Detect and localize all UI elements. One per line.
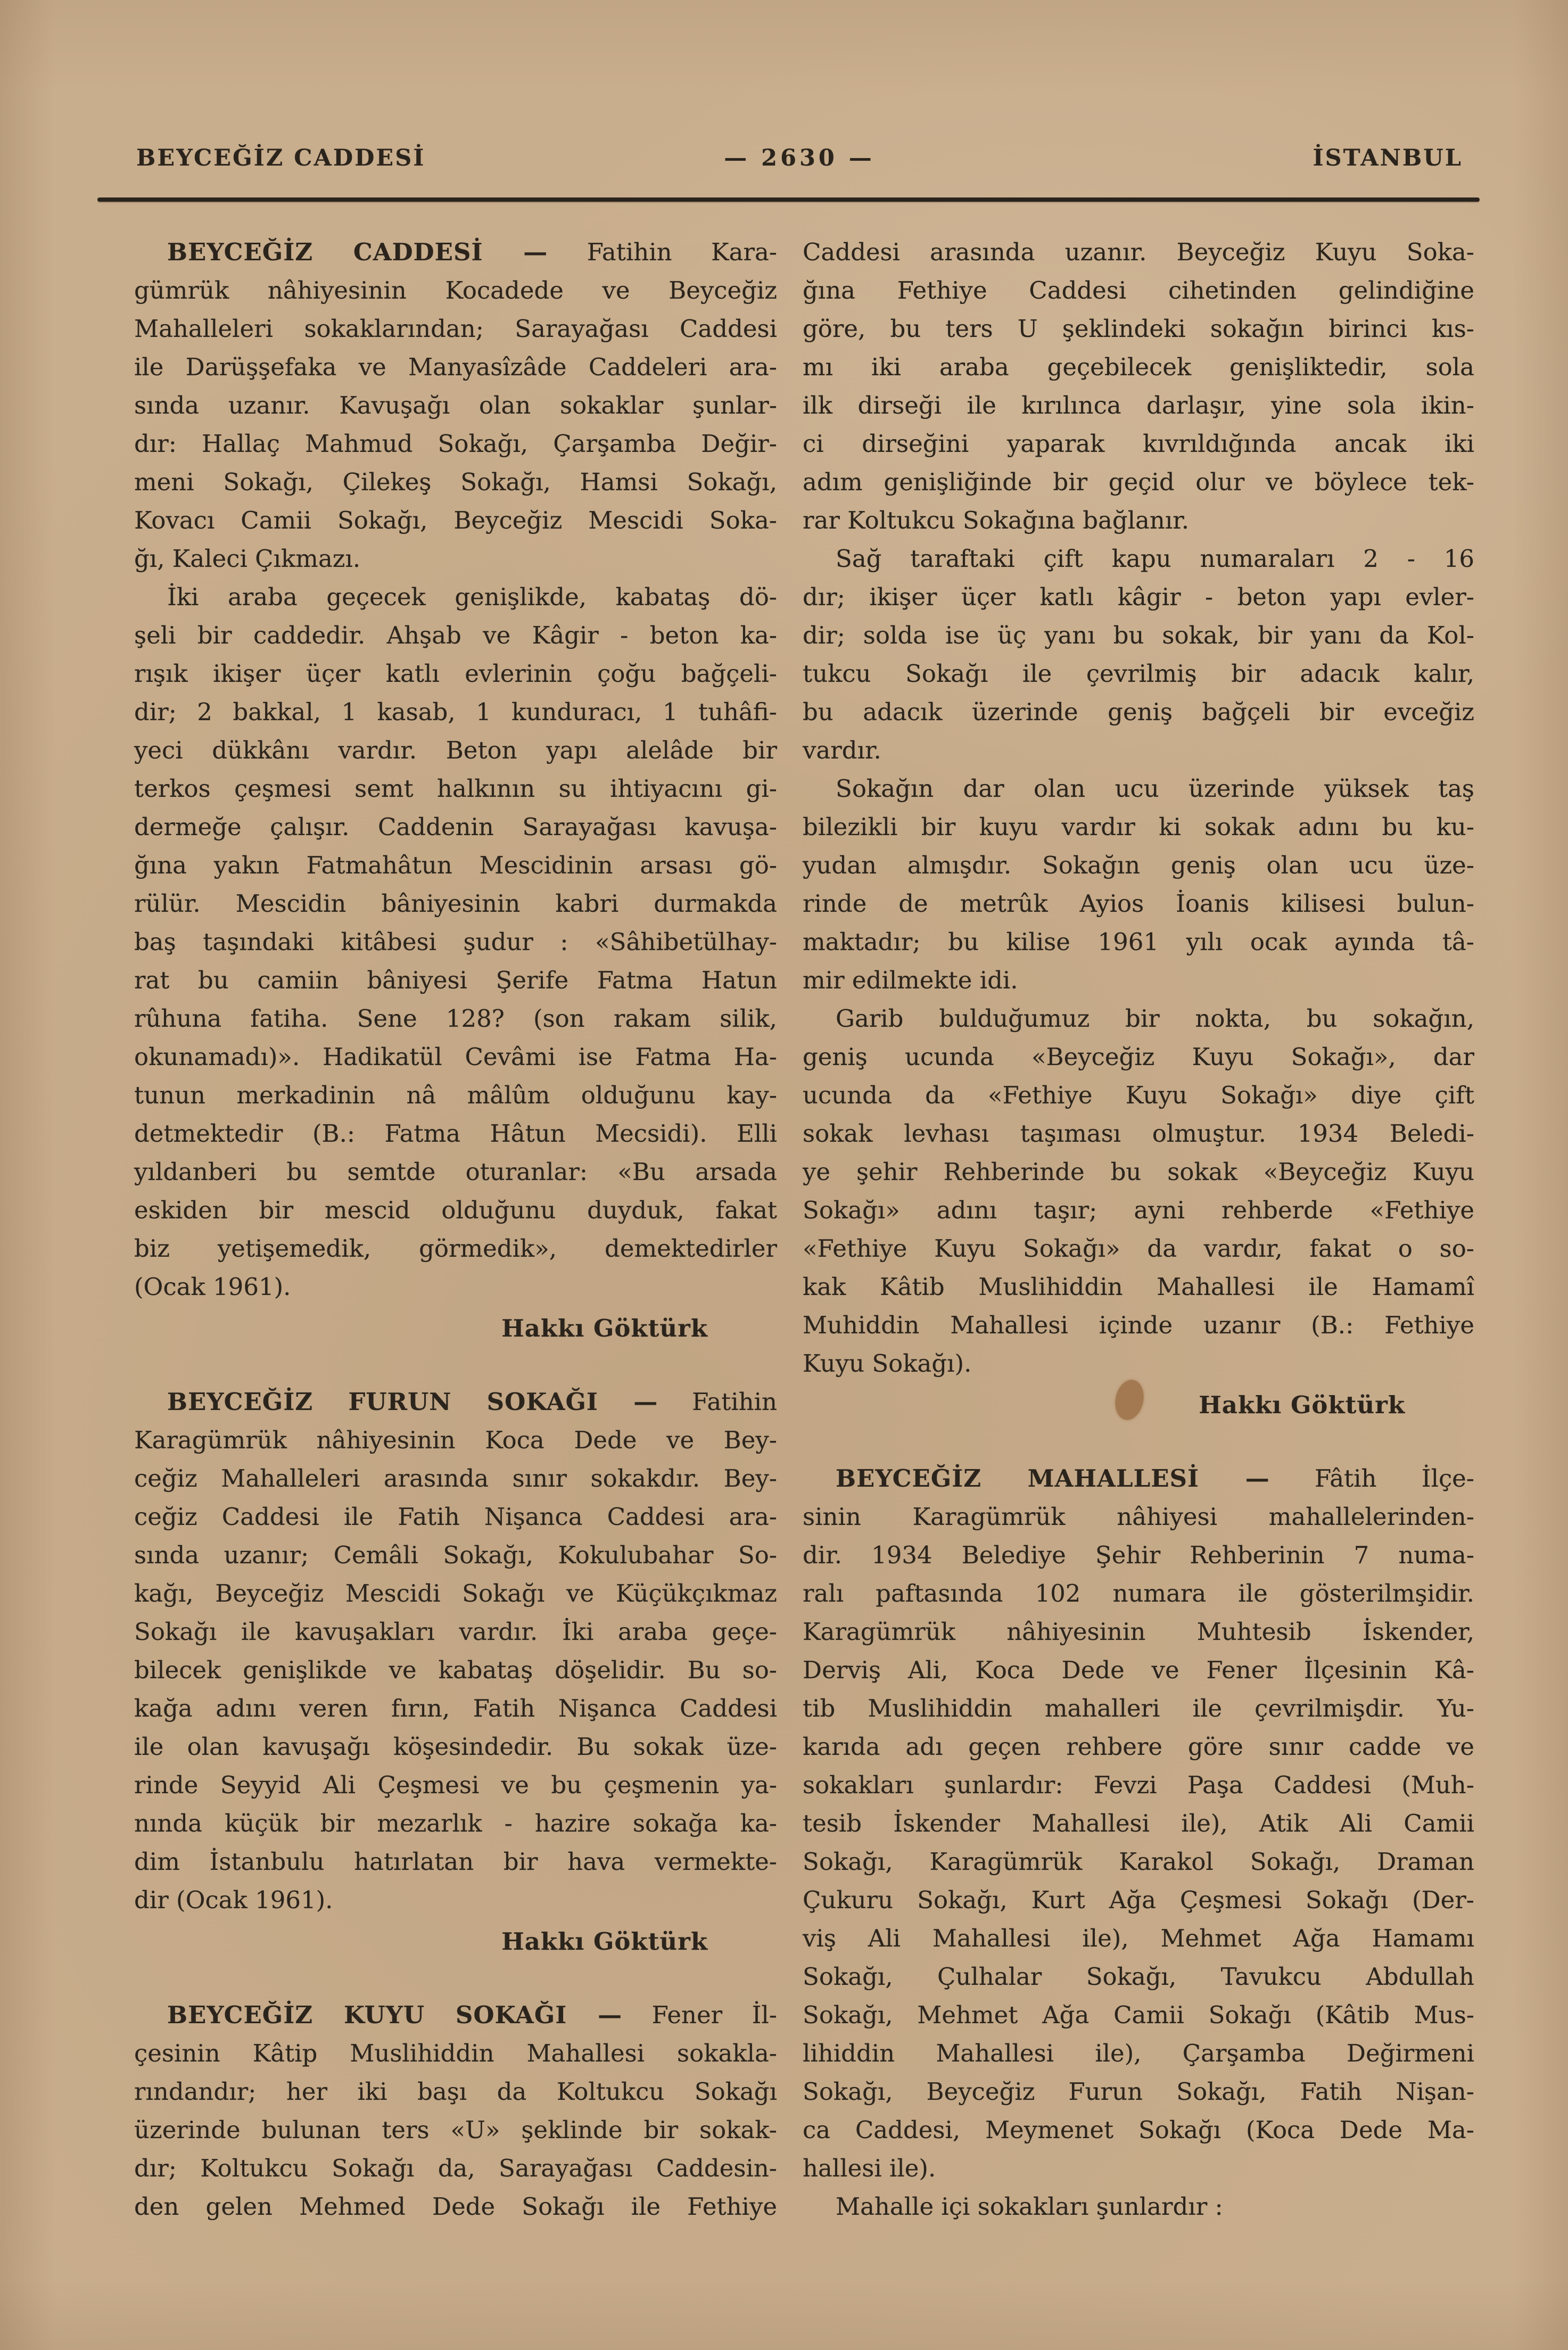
text-line: kağı, Beyceğiz Mescidi Sokağı ve Küçükçıkmaz <box>134 1579 777 1607</box>
text-line: BEYCEĞİZ KUYU SOKAĞI — Fener İl- <box>167 2001 778 2029</box>
text-line: Sokağın dar olan ucu üzerinde yüksek taş <box>836 774 1474 803</box>
text-line: nında küçük bir mezarlık - hazire sokağa ka- <box>134 1809 777 1837</box>
encyclopedia-entry <box>134 1996 777 2226</box>
text-line: ceğiz Caddesi ile Fatih Nişanca Caddesi ara- <box>134 1503 777 1531</box>
text-line: Mahalleleri sokaklarından; Sarayağası Caddesi <box>134 315 777 343</box>
text-line: Kuyu Sokağı). <box>803 1349 972 1378</box>
paragraph <box>803 540 1474 770</box>
text-line: bu adacık üzerinde geniş bağçeli bir evceğiz <box>803 698 1474 726</box>
text-line: okunamadı)». Hadikatül Cevâmi ise Fatma Ha- <box>134 1043 777 1071</box>
text-line: dır: Hallaç Mahmud Sokağı, Çarşamba Değir- <box>134 430 777 458</box>
paragraph <box>803 233 1474 540</box>
text-line: Sokağı» adını taşır; ayni rehberde «Fethiye <box>803 1196 1474 1224</box>
text-line: kağa adını veren fırın, Fatih Nişanca Caddesi <box>134 1694 777 1722</box>
text-line: bilecek genişlikde ve kabataş döşelidir. Bu so- <box>134 1656 777 1684</box>
text-line: kak Kâtib Muslihiddin Mahallesi ile Hamamî <box>803 1273 1474 1301</box>
text-line: tukcu Sokağı ile çevrilmiş bir adacık kalır, <box>803 659 1474 688</box>
text-line: Sokağı, Çulhalar Sokağı, Tavukcu Abdullah <box>803 1963 1474 1991</box>
entry-title: BEYCEĞİZ CADDESİ — <box>167 238 548 266</box>
text-line: gümrük nâhiyesinin Kocadede ve Beyceğiz <box>134 276 777 304</box>
text-line: sında uzanır. Kavuşağı olan sokaklar şunlar- <box>134 391 777 419</box>
text-column-left <box>134 233 777 2226</box>
text-line: rındandır; her iki başı da Koltukcu Sokağı <box>134 2077 777 2106</box>
text-line: ilk dirseği ile kırılınca darlaşır, yine sola ikin- <box>803 391 1474 419</box>
text-line: vardır. <box>803 736 881 764</box>
text-line: dir; 2 bakkal, 1 kasab, 1 kunduracı, 1 tuhâfi- <box>134 698 777 726</box>
text-line: tunun merkadinin nâ mâlûm olduğunu kay- <box>134 1081 777 1109</box>
text-line: ğına yakın Fatmahâtun Mescidinin arsası gö- <box>134 851 777 879</box>
text-line: ucunda da «Fethiye Kuyu Sokağı» diye çift <box>803 1081 1474 1109</box>
paragraph <box>803 770 1474 1000</box>
text-line: geniş ucunda «Beyceğiz Kuyu Sokağı», dar <box>803 1043 1474 1071</box>
text-line: yıldanberi bu semtde oturanlar: «Bu arsada <box>134 1158 777 1186</box>
text-line: bilezikli bir kuyu vardır ki sokak adını bu ku- <box>803 813 1474 841</box>
text-line: Çukuru Sokağı, Kurt Ağa Çeşmesi Sokağı (Der- <box>803 1886 1474 1914</box>
text-line: viş Ali Mahallesi ile), Mehmet Ağa Hamamı <box>803 1924 1474 1952</box>
text-line: Kovacı Camii Sokağı, Beyceğiz Mescidi Soka- <box>134 506 777 534</box>
text-line: Derviş Ali, Koca Dede ve Fener İlçesinin Kâ- <box>803 1656 1474 1684</box>
text-line: meni Sokağı, Çilekeş Sokağı, Hamsi Sokağı, <box>134 468 777 496</box>
author-signature: Hakkı Göktürk <box>501 1927 708 1956</box>
text-line: biz yetişemedik, görmedik», demektedirler <box>134 1234 777 1263</box>
text-line: maktadır; bu kilise 1961 yılı ocak ayında tâ- <box>803 928 1474 956</box>
paragraph <box>803 1000 1474 1383</box>
text-line: Muhiddin Mahallesi içinde uzanır (B.: Fethiye <box>803 1311 1474 1339</box>
text-line: karıda adı geçen rehbere göre sınır cadde ve <box>803 1733 1474 1761</box>
text-line: (Ocak 1961). <box>134 1273 291 1301</box>
text-line: sında uzanır; Cemâli Sokağı, Kokulubahar So- <box>134 1541 777 1569</box>
text-line: BEYCEĞİZ FURUN SOKAĞI — Fatihin <box>167 1388 777 1416</box>
text-line: rinde de metrûk Ayios İoanis kilisesi bulun- <box>803 889 1474 918</box>
text-line: rinde Seyyid Ali Çeşmesi ve bu çeşmenin ya- <box>134 1771 777 1799</box>
text-line: dir; solda ise üç yanı bu sokak, bir yanı da Kol- <box>803 621 1474 649</box>
text-line: ğına Fethiye Caddesi cihetinden gelindiğine <box>803 276 1474 304</box>
text-line: Sokağı, Mehmet Ağa Camii Sokağı (Kâtib Mus- <box>803 2001 1474 2029</box>
text-line: ile Darüşşefaka ve Manyasîzâde Caddeleri ara- <box>134 353 777 381</box>
text-line: adım genişliğinde bir geçid olur ve böylece tek- <box>803 468 1474 496</box>
text-line: dır; ikişer üçer katlı kâgir - beton yapı evler- <box>803 583 1474 611</box>
text-line: lihiddin Mahallesi ile), Çarşamba Değirmeni <box>803 2039 1474 2067</box>
text-line: Caddesi arasında uzanır. Beyceğiz Kuyu Soka- <box>803 238 1474 266</box>
text-line: Sokağı, Beyceğiz Furun Sokağı, Fatih Nişan- <box>803 2077 1474 2106</box>
text-line: tesib İskender Mahallesi ile), Atik Ali Camii <box>803 1809 1474 1837</box>
text-line: Sağ taraftaki çift kapu numaraları 2 - 16 <box>836 545 1474 573</box>
text-line: mir edilmekte idi. <box>803 966 1018 994</box>
entry-title: BEYCEĞİZ KUYU SOKAĞI — <box>167 2001 623 2029</box>
text-line: terkos çeşmesi semt halkının su ihtiyacını gi- <box>134 774 777 803</box>
text-line: baş taşındaki kitâbesi şudur : «Sâhibetülhay- <box>134 928 777 956</box>
header-entry-name: BEYCEĞİZ CADDESİ <box>136 145 426 171</box>
text-line: çesinin Kâtip Muslihiddin Mahallesi sokakla- <box>134 2039 777 2067</box>
running-header <box>136 147 1463 170</box>
text-line: eskiden bir mescid olduğunu duyduk, fakat <box>134 1196 777 1224</box>
entry-title: BEYCEĞİZ MAHALLESİ — <box>836 1464 1270 1493</box>
text-line: «Fethiye Kuyu Sokağı» da vardır, fakat o so- <box>803 1234 1474 1263</box>
text-line: tib Muslihiddin mahalleri ile çevrilmişdir. Yu- <box>803 1694 1474 1722</box>
text-column-right <box>803 233 1474 2226</box>
text-line: göre, bu ters U şeklindeki sokağın birinci kıs- <box>803 315 1474 343</box>
text-line: dim İstanbulu hatırlatan bir hava vermekte- <box>134 1848 777 1876</box>
text-line: yeci dükkânı vardır. Beton yapı alelâde bir <box>134 736 777 764</box>
text-line: rülür. Mescidin bâniyesinin kabri durmakda <box>134 889 777 918</box>
text-line: üzerinde bulunan ters «U» şeklinde bir sokak- <box>134 2116 777 2144</box>
header-section-name: İSTANBUL <box>1313 145 1463 171</box>
text-line: İki araba geçecek genişlikde, kabataş dö- <box>167 583 777 611</box>
header-page-number: — 2630 — <box>724 145 875 171</box>
text-line: rar Koltukcu Sokağına bağlanır. <box>803 506 1190 534</box>
text-line: ci dirseğini yaparak kıvrıldığında ancak iki <box>803 430 1474 458</box>
text-line: BEYCEĞİZ CADDESİ — Fatihin Kara- <box>167 238 777 266</box>
author-signature: Hakkı Göktürk <box>501 1314 708 1342</box>
text-line: den gelen Mehmed Dede Sokağı ile Fethiye <box>134 2192 777 2221</box>
text-line: yudan almışdır. Sokağın geniş olan ucu üze- <box>803 851 1474 879</box>
text-line: ralı paftasında 102 numara ile gösterilmşidir. <box>803 1579 1474 1607</box>
encyclopedia-entry <box>134 1383 777 1919</box>
text-line: şeli bir caddedir. Ahşab ve Kâgir - beton ka- <box>134 621 777 649</box>
text-line: Sokağı, Karagümrük Karakol Sokağı, Draman <box>803 1848 1474 1876</box>
text-line: dır; Koltukcu Sokağı da, Sarayağası Caddesin- <box>134 2154 777 2182</box>
text-line: ca Caddesi, Meymenet Sokağı (Koca Dede Ma- <box>803 2116 1474 2144</box>
text-line: detmektedir (B.: Fatma Hâtun Mecsidi). Elli <box>134 1119 777 1148</box>
text-line: ile olan kavuşağı köşesindedir. Bu sokak üze- <box>134 1733 777 1761</box>
text-line: rışık ikişer üçer katlı evlerinin çoğu bağçeli- <box>134 659 777 688</box>
text-line: dermeğe çalışır. Caddenin Sarayağası kavuşa- <box>134 813 777 841</box>
encyclopedia-entry <box>134 233 777 578</box>
text-line: dir. 1934 Belediye Şehir Rehberinin 7 numa- <box>803 1541 1474 1569</box>
paragraph <box>134 578 777 1306</box>
text-line: hallesi ile). <box>803 2154 936 2182</box>
paragraph <box>803 2188 1474 2226</box>
text-line: dir (Ocak 1961). <box>134 1886 333 1914</box>
text-line: Garib bulduğumuz bir nokta, bu sokağın, <box>836 1004 1474 1033</box>
text-line: ğı, Kaleci Çıkmazı. <box>134 545 361 573</box>
author-signature: Hakkı Göktürk <box>1199 1391 1405 1419</box>
text-line: sokakları şunlardır: Fevzi Paşa Caddesi (Muh- <box>803 1771 1474 1799</box>
text-line: sinin Karagümrük nâhiyesi mahallelerinden- <box>803 1503 1474 1531</box>
text-line: sokak levhası taşıması olmuştur. 1934 Beledi- <box>803 1119 1474 1148</box>
text-line: Karagümrük nâhiyesinin Muhtesib İskender, <box>803 1618 1474 1646</box>
text-line: ye şehir Rehberinde bu sokak «Beyceğiz Kuyu <box>803 1158 1474 1186</box>
entry-title: BEYCEĞİZ FURUN SOKAĞI — <box>167 1388 658 1416</box>
text-line: rûhuna fatiha. Sene 128? (son rakam silik, <box>134 1004 777 1033</box>
text-line: Karagümrük nâhiyesinin Koca Dede ve Bey- <box>134 1426 777 1454</box>
text-line: mı iki araba geçebilecek genişliktedir, sola <box>803 353 1474 381</box>
text-line: rat bu camiin bâniyesi Şerife Fatma Hatun <box>134 966 777 994</box>
text-line: Sokağı ile kavuşakları vardır. İki araba geçe- <box>134 1618 777 1646</box>
text-line: Mahalle içi sokakları şunlardır : <box>836 2192 1223 2221</box>
encyclopedia-entry <box>803 1460 1474 2188</box>
text-line: BEYCEĞİZ MAHALLESİ — Fâtih İlçe- <box>836 1464 1474 1493</box>
header-rule <box>97 197 1480 202</box>
text-line: ceğiz Mahalleleri arasında sınır sokakdır. Bey- <box>134 1464 777 1493</box>
